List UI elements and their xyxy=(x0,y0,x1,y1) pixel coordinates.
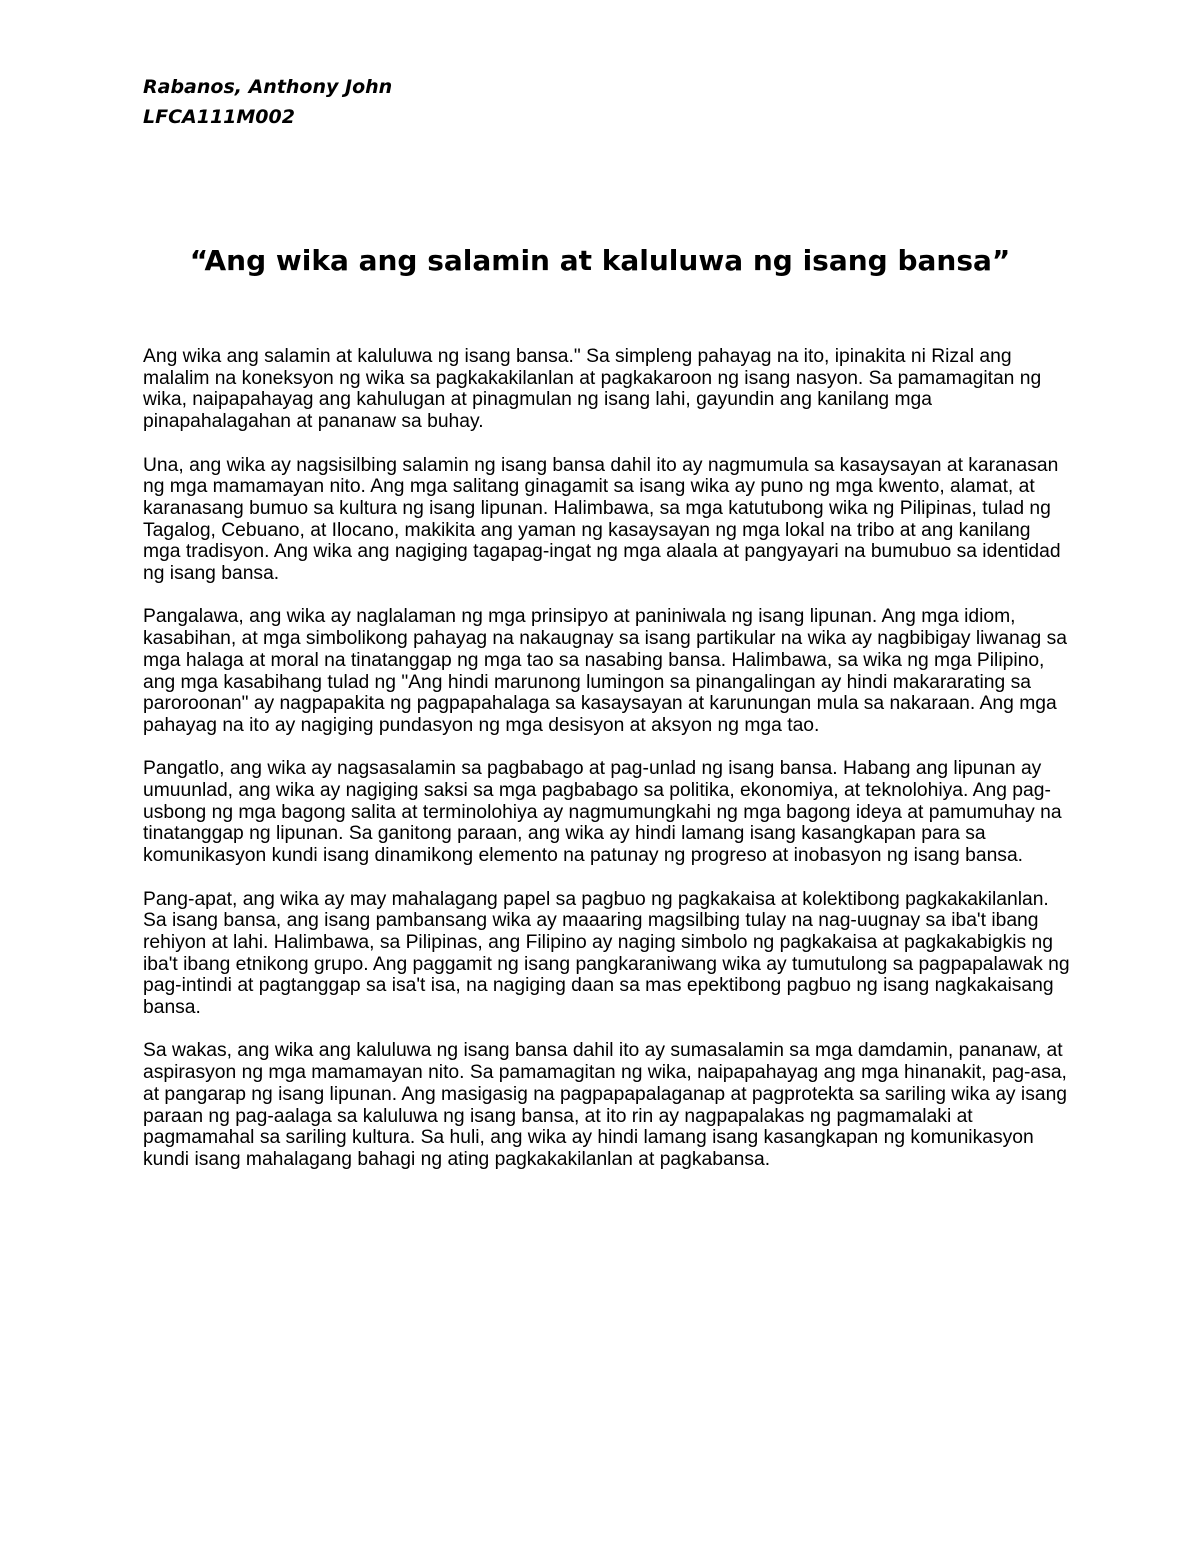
author-block xyxy=(143,72,392,132)
essay-title: “Ang wika ang salamin at kaluluwa ng isang bansa” xyxy=(189,244,1011,277)
author-name: Rabanos, Anthony John xyxy=(143,76,393,98)
essay-body xyxy=(143,346,1073,1192)
paragraph-pang-apat: Pang-apat, ang wika ay may mahalagang papel sa pagbuo ng pagkakaisa at kolektibong pagkakakilanlan. Sa isang bansa, ang isang pambansang wika ay maaaring magsilbing tulay na nag-uugnay sa iba't ibang rehiyon at lahi. Halimbawa, sa Pilipinas, ang Filipino ay naging simbolo ng pagkakaisa at pagkakabigkis ng iba't ibang etnikong grupo. Ang paggamit ng isang pangkaraniwang wika ay tumutulong sa pagpapalawak ng pag-intindi at pagtanggap sa isa't isa, na nagiging daan sa mas epektibong pagbuo ng isang nagkakaisang bansa. xyxy=(143,888,1070,1019)
author-code: LFCA111M002 xyxy=(143,106,295,128)
paragraph-pangalawa: Pangalawa, ang wika ay naglalaman ng mga prinsipyo at paniniwala ng isang lipunan. Ang mga idiom, kasabihan, at mga simbolikong pahayag na nakaugnay sa isang partikular na wika ay nagbibigay liwanag sa mga halaga at moral na tinatanggap ng mga tao sa nasabing bansa. Halimbawa, sa wika ng mga Pilipino, ang mga kasabihang tulad ng "Ang hindi marunong lumingon sa pinangalingan ay hindi makararating sa paroroonan" ay nagpapakita ng pagpapahalaga sa kasaysayan at karunungan mula sa nakaraan. Ang mga pahayag na ito ay nagiging pundasyon ng mga desisyon at aksyon ng mga tao. xyxy=(143,606,1067,736)
paragraph-intro: Ang wika ang salamin at kaluluwa ng isang bansa." Sa simpleng pahayag na ito, ipinakita ni Rizal ang malalim na koneksyon ng wika sa pagkakakilanlan at pagkakaroon ng isang nasyon. Sa pamamagitan ng wika, naipapahayag ang kahulugan at pinagmulan ng isang lahi, gayundin ang kanilang mga pinapahalagahan at pananaw sa buhay. xyxy=(143,346,1042,433)
paragraph-pangatlo: Pangatlo, ang wika ay nagsasalamin sa pagbabago at pag-unlad ng isang bansa. Habang ang lipunan ay umuunlad, ang wika ay nagiging saksi sa mga pagbabago sa politika, ekonomiya, at teknolohiya. Ang pag-usbong ng mga bagong salita at terminolohiya ay nagmumungkahi ng mga bagong ideya at pamumuhay na tinatanggap ng lipunan. Sa ganitong paraan, ang wika ay hindi lamang isang kasangkapan para sa komunikasyon kundi isang dinamikong elemento na patunay ng progreso at inobasyon ng isang bansa. xyxy=(143,758,1062,867)
paragraph-sa-wakas: Sa wakas, ang wika ang kaluluwa ng isang bansa dahil ito ay sumasalamin sa mga damdamin, pananaw, at aspirasyon ng mga mamamayan nito. Sa pamamagitan ng wika, naipapahayag ang mga hinanakit, pag-asa, at pangarap ng isang lipunan. Ang masigasig na pagpapapalaganap at pagprotekta sa sariling wika ay isang paraan ng pag-aalaga sa kaluluwa ng isang bansa, at ito rin ay nagpapalakas ng pagmamalaki at pagmamahal sa sariling kultura. Sa huli, ang wika ay hindi lamang isang kasangkapan ng komunikasyon kundi isang mahalagang bahagi ng ating pagkakakilanlan at pagkabansa. xyxy=(143,1040,1068,1170)
paragraph-una: Una, ang wika ay nagsisilbing salamin ng isang bansa dahil ito ay nagmumula sa kasaysayan at karanasan ng mga mamamayan nito. Ang mga salitang ginagamit sa isang wika ay puno ng mga kwento, alamat, at karanasang bumuo sa kultura ng isang lipunan. Halimbawa, sa mga katutubong wika ng Pilipinas, tulad ng Tagalog, Cebuano, at Ilocano, makikita ang yaman ng kasaysayan ng mga lokal na tribo at ang kanilang mga tradisyon. Ang wika ang nagiging tagapag-ingat ng mga alaala at pangyayari na bumubuo sa identidad ng isang bansa. xyxy=(143,454,1061,585)
